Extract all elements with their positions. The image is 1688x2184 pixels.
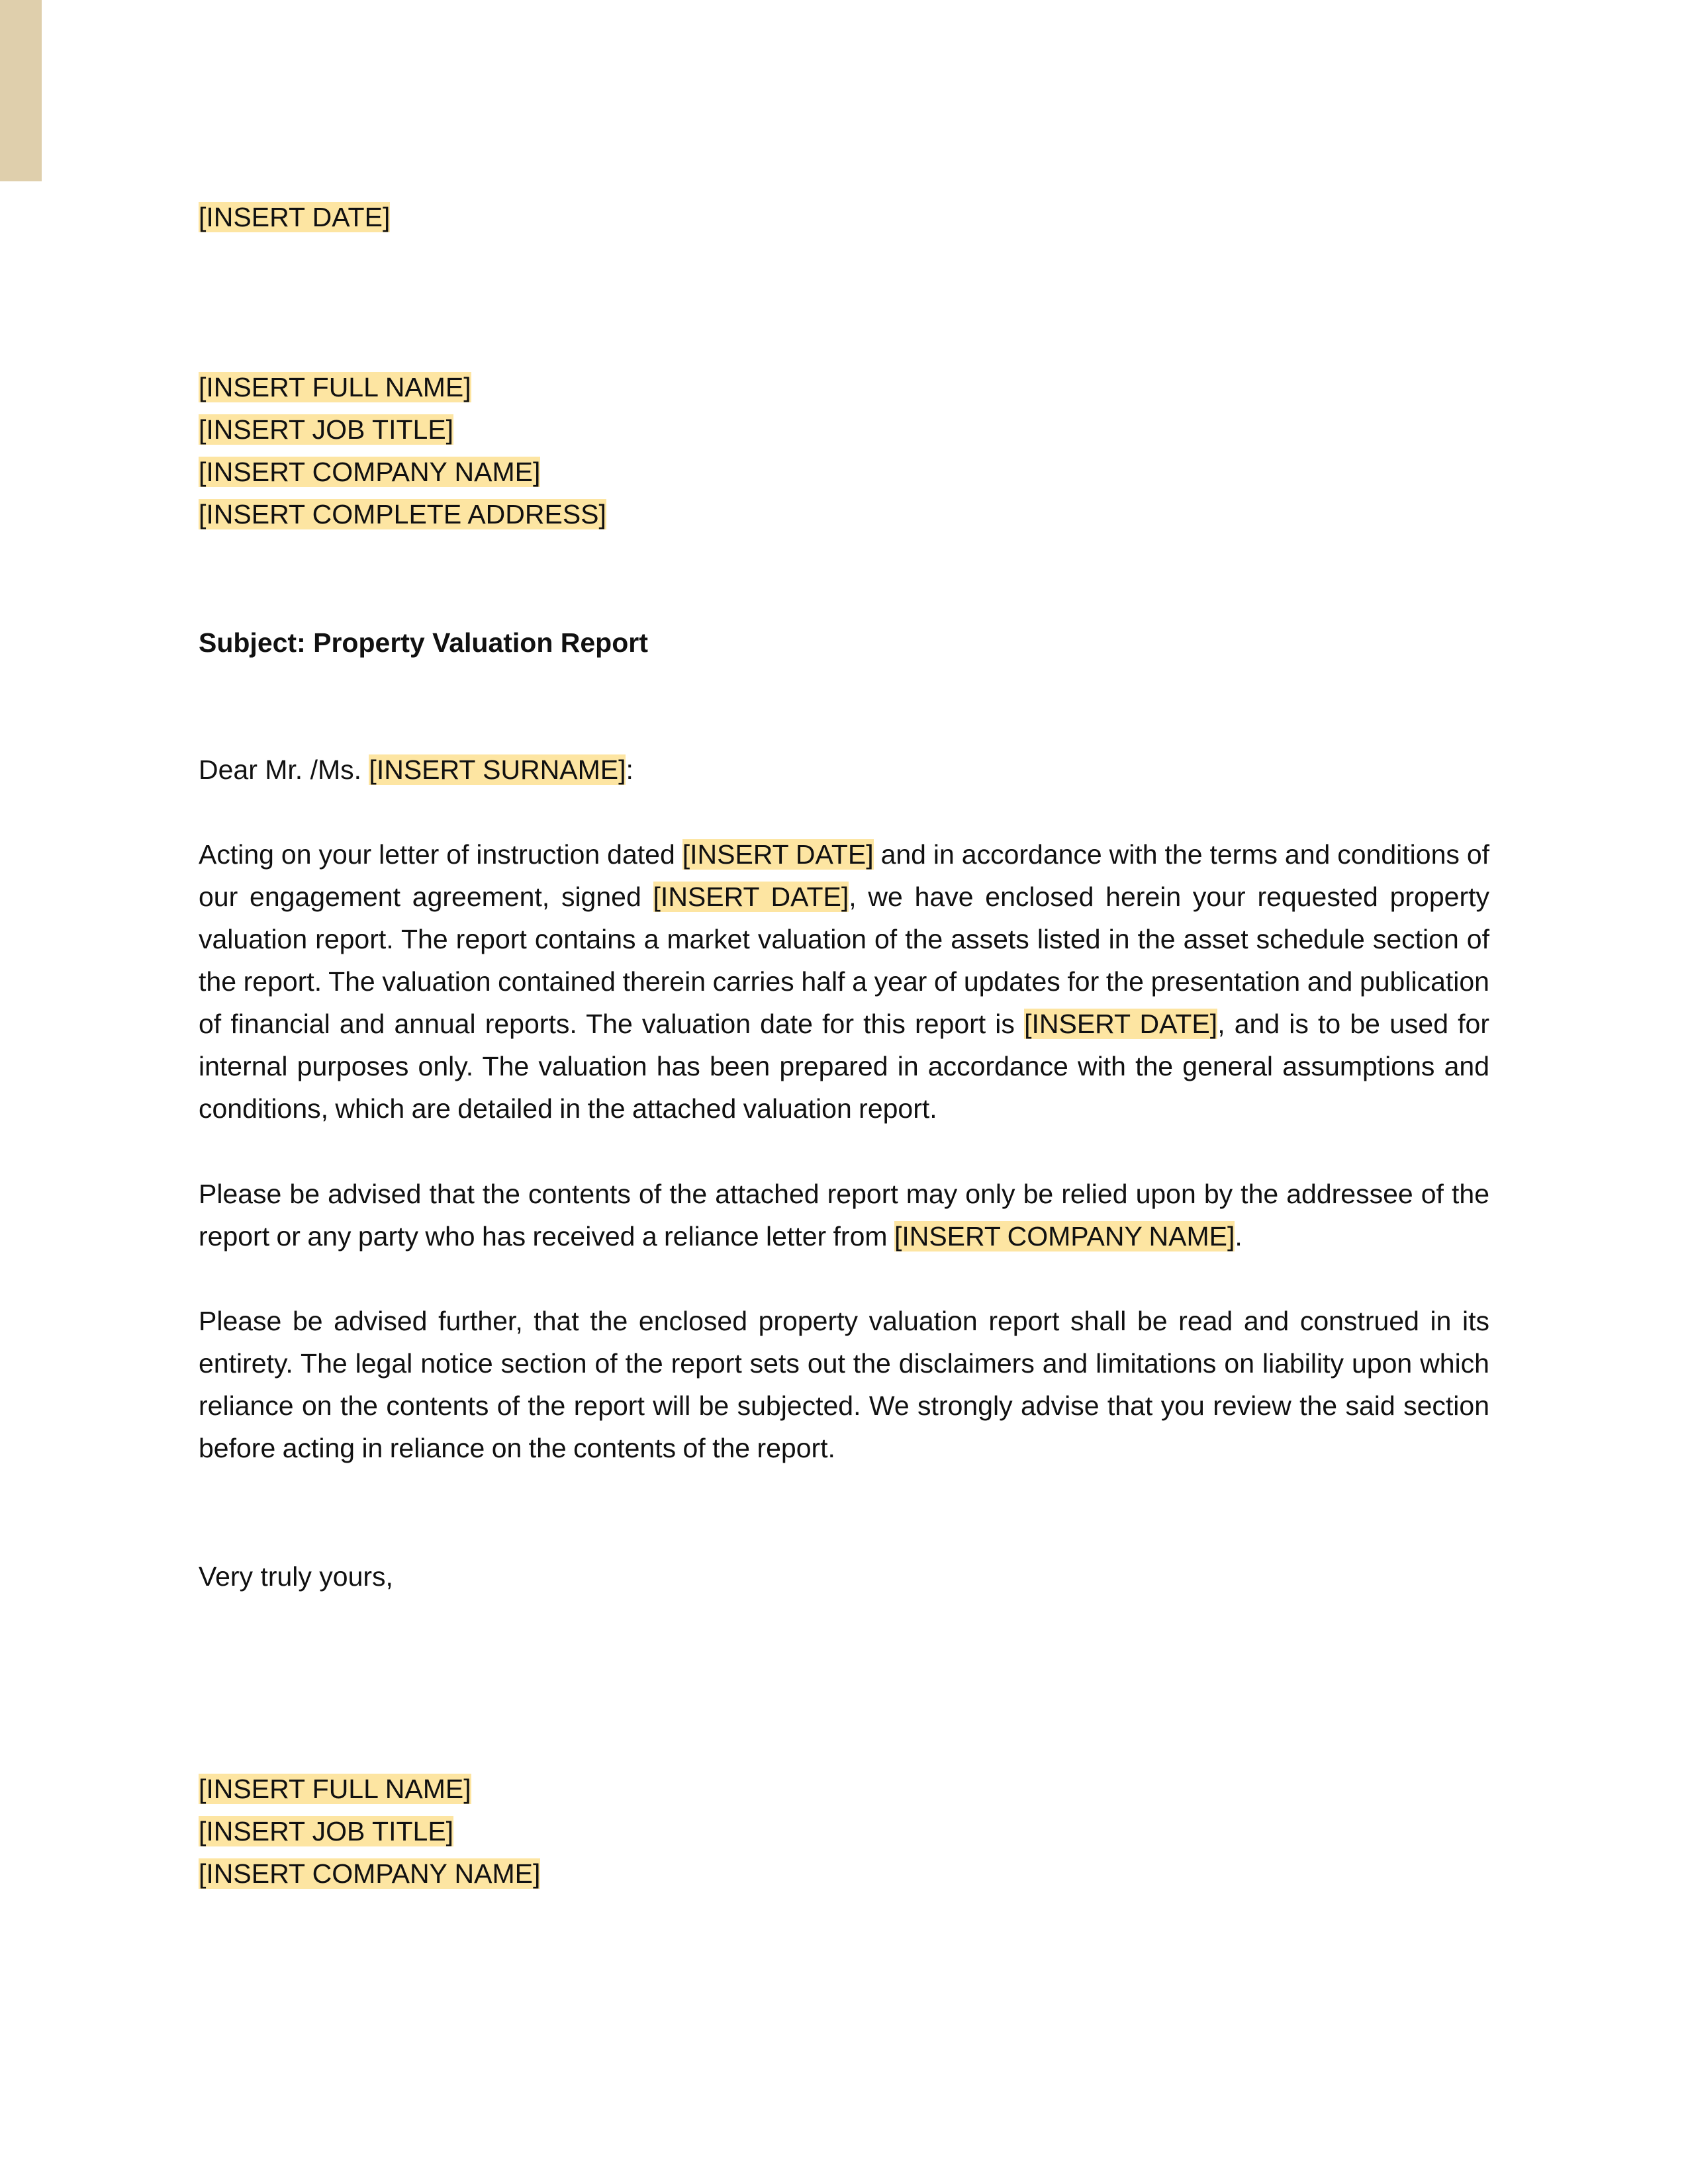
paragraph1-text-4: , and is to be used for internal purposes only. The valuation has been prepared in accordance with the general assumptions and conditions, which are detailed in the attached valuation report. xyxy=(199,1009,1490,1124)
paragraph-legal-notice: Please be advised further, that the enclosed property valuation report shall be read and construed in its entirety. The legal notice section of the report sets out the disclaimers and limitations on liability upon which reliance on the contents of the report will be subjected. We strongly advise that you review the said section before acting in reliance on the contents of the report. xyxy=(199,1306,1489,1463)
paragraph2-text-2: . xyxy=(1235,1221,1243,1251)
letter-date: [INSERT DATE] xyxy=(199,202,391,232)
sender-job-title: [INSERT JOB TITLE] xyxy=(199,1816,454,1846)
corner-decoration xyxy=(0,0,42,181)
paragraph1-date-2: [INSERT DATE] xyxy=(653,882,849,912)
paragraph1-text-3: , we have enclosed herein your requested property valuation report. The report contains a market valuation of the assets listed in the asset schedule section of the report. The valuation contained therein carries half a year of updates for the presentation and publication of financial and annual reports. The valuation date for this report is xyxy=(199,882,1489,1039)
paragraph1-date-1: [INSERT DATE] xyxy=(682,839,874,870)
recipient-company-name: [INSERT COMPANY NAME] xyxy=(199,457,541,487)
date-block xyxy=(199,196,1489,238)
recipient-address: [INSERT COMPLETE ADDRESS] xyxy=(199,499,606,529)
sender-company-name: [INSERT COMPANY NAME] xyxy=(199,1858,541,1889)
salutation xyxy=(199,749,1489,791)
paragraph1-text-1: Acting on your letter of instruction dated xyxy=(199,839,682,870)
recipient-job-title: [INSERT JOB TITLE] xyxy=(199,414,454,445)
paragraph2-company: [INSERT COMPANY NAME] xyxy=(894,1221,1235,1251)
salutation-suffix: : xyxy=(626,754,633,785)
paragraph1-text-2: and in accordance with the terms and conditions of our engagement agreement, signed xyxy=(199,839,1490,912)
closing: Very truly yours, xyxy=(199,1561,393,1592)
subject-line: Subject: Property Valuation Report xyxy=(199,627,648,658)
recipient-block xyxy=(199,366,1489,535)
paragraph1-date-3: [INSERT DATE] xyxy=(1024,1009,1218,1039)
salutation-surname: [INSERT SURNAME] xyxy=(369,754,626,785)
salutation-prefix: Dear Mr. /Ms. xyxy=(199,754,369,785)
paragraph2-text-1: Please be advised that the contents of the attached report may only be relied upon by the addressee of the report or any party who has received a reliance letter from xyxy=(199,1179,1489,1251)
sender-block xyxy=(199,1768,1489,1895)
paragraph-instruction xyxy=(199,833,1489,1130)
paragraph-reliance xyxy=(199,1173,1489,1257)
recipient-full-name: [INSERT FULL NAME] xyxy=(199,372,471,402)
sender-full-name: [INSERT FULL NAME] xyxy=(199,1774,471,1804)
